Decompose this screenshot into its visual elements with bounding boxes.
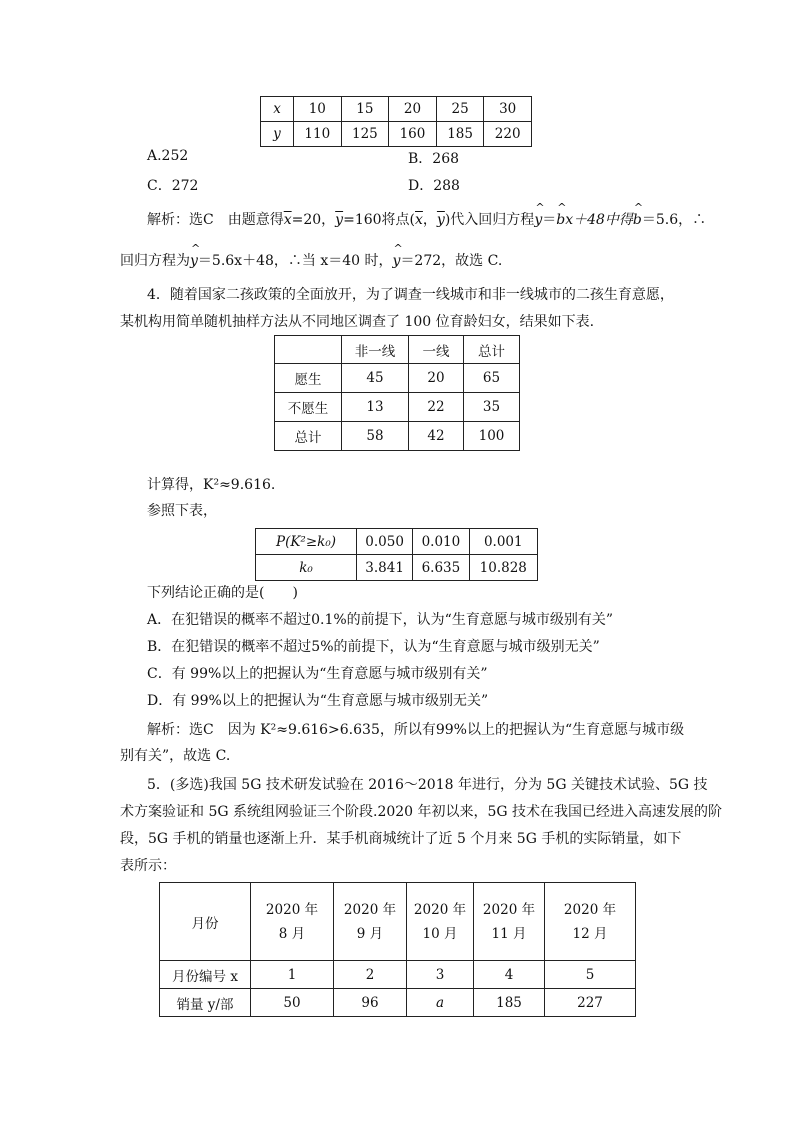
q4-ref-cell: 0.001 [469,529,537,555]
q4-cell: 100 [464,422,520,451]
q3-sol-text: ＝ [542,212,557,228]
q3-option-b: B．268 [408,151,460,167]
q5-sales-cell: 50 [251,989,334,1017]
q3-sol-yhat: y [190,253,198,269]
q3-option-d: D．288 [408,178,460,194]
hat-mark: ^ [557,201,567,214]
q3-sol-text: ＝5.6x＋48，∴当 x＝40 时， [197,253,393,269]
q5-month-year: 2020 年 [563,901,617,918]
q4-cell: 35 [464,393,520,422]
q5-month-month: 10 月 [422,925,458,942]
q4-header-cell [275,336,342,364]
q5-month-year: 2020 年 [265,901,319,918]
q5-sales-cell: 96 [334,989,407,1017]
q4-option-a: A．在犯错误的概率不超过0.1%的前提下，认为“生育意愿与城市级别有关” [147,612,613,628]
q4-calc: 计算得，K²≈9.616. [147,477,276,493]
q4-cell: 22 [409,393,464,422]
q4-ref-cell: 3.841 [357,555,413,581]
q3-sol-ybar: $\overline{y}$ [436,212,445,228]
q3-x-cell: 25 [436,97,484,122]
q3-sol-text: x＋48中得 [565,212,633,228]
q4-survey-table [274,335,520,451]
q5-month-cell [334,883,407,961]
q3-sol-xbar: $\overline{x}$ [283,212,292,228]
q5-month-label: 月份 [160,883,251,961]
q3-y-cell: 185 [436,122,484,147]
q5-month-cell [545,883,636,961]
q3-x-cell: 20 [389,97,437,122]
q4-option-d: D．有 99%以上的把握认为“生育意愿与城市级别无关” [147,693,489,709]
q3-x-cell: 15 [341,97,389,122]
q4-cell: 42 [409,422,464,451]
q3-option-a: A.252 [147,148,189,164]
q5-month-month: 9 月 [356,925,384,942]
q3-sol-yhat: y [534,212,543,228]
q5-stem-line3: 段，5G 手机的销量也逐渐上升．某手机商城统计了近 5 个月来 5G 手机的实际销量，如下 [120,831,682,847]
q4-cell: 45 [342,364,409,393]
q4-row-label: 总计 [275,422,342,451]
q3-sol-text: 回归方程为 [120,253,190,269]
q4-ref-row1-label: P(K²≥k₀) [256,529,357,555]
q5-stem-line4: 表所示： [120,858,176,874]
q5-stem-line2: 术方案验证和 5G 系统组网验证三个阶段.2020 年初以来，5G 技术在我国已经进入高速发展的阶 [120,804,723,820]
q5-sales-label: 销量 y/部 [160,989,251,1017]
q4-question: 下列结论正确的是( ) [147,585,298,601]
hat-mark: ^ [633,201,644,214]
q5-month-month: 8 月 [278,925,306,942]
q3-x-label: x [261,97,294,122]
q3-solution-line1 [147,201,707,229]
q3-xy-table [260,96,532,147]
q4-cell: 65 [464,364,520,393]
q4-cell: 20 [409,364,464,393]
hat-mark: ^ [393,242,403,255]
q3-sol-text: ， [422,212,437,228]
q5-month-cell [251,883,334,961]
q3-sol-text: ＝5.6，∴ [641,212,707,228]
q4-header-cell: 总计 [464,336,520,364]
q3-sol-ybar: $\overline{y}$ [335,212,344,228]
q5-month-cell [474,883,545,961]
q5-code-label [160,961,251,989]
q5-sales-table [159,882,636,1017]
hat-mark: ^ [535,201,545,214]
q4-ref: 参照下表， [147,503,217,519]
q3-y-label: y [261,122,294,147]
q4-ref-cell: 0.010 [413,529,469,555]
q5-month-cell [407,883,474,961]
q4-ref-row2-label: k₀ [256,555,357,581]
q3-y-cell: 220 [484,122,532,147]
q4-solution-line2: 别有关”，故选 C. [120,748,231,764]
q3-sol-xbar: $\overline{x}$ [415,212,423,228]
q4-row-label: 愿生 [275,364,342,393]
q4-option-b: B．在犯错误的概率不超过5%的前提下，认为“生育意愿与城市级别无关” [147,639,600,655]
q4-row-label: 不愿生 [275,393,342,422]
q3-sol-text: 解析：选C 由题意得 [147,212,284,228]
q5-month-month: 12 月 [572,925,608,942]
q4-ref-cell: 6.635 [413,555,469,581]
q3-option-c: C．272 [147,178,199,194]
q4-header-cell: 一线 [409,336,464,364]
q5-month-year: 2020 年 [343,901,397,918]
q4-option-c: C．有 99%以上的把握认为“生育意愿与城市级别有关” [147,666,488,682]
q3-sol-bhat: b [632,212,642,228]
q4-stem-line2: 某机构用简单随机抽样方法从不同地区调查了 100 位育龄妇女，结果如下表. [120,314,595,330]
q3-sol-text: =20， [291,212,336,228]
q5-month-year: 2020 年 [413,901,467,918]
q3-sol-bhat: b [556,212,566,228]
q3-sol-text: =160将点( [343,212,416,228]
q5-sales-cell: 185 [474,989,545,1017]
q4-solution-line1: 解析：选C 因为 K²≈9.616>6.635，所以有99%以上的把握认为“生育意愿与城市级 [147,722,685,738]
q4-critical-value-table [255,528,538,581]
q3-y-cell: 110 [294,122,342,147]
q5-code-cell: 1 [251,961,334,989]
q5-code-cell: 4 [474,961,545,989]
q4-ref-cell: 0.050 [357,529,413,555]
q3-y-cell: 160 [389,122,437,147]
q4-header-cell: 非一线 [342,336,409,364]
q5-code-cell: 2 [334,961,407,989]
q5-month-month: 11 月 [491,925,527,942]
q4-cell: 13 [342,393,409,422]
q4-cell: 58 [342,422,409,451]
q3-solution-line2 [120,242,503,270]
q3-x-cell: 10 [294,97,342,122]
q5-stem-line1: 5．(多选)我国 5G 技术研发试验在 2016～2018 年进行，分为 5G 关键技术试验、5G 技 [147,777,708,793]
q5-code-cell: 3 [407,961,474,989]
q3-sol-text: )代入回归方程 [444,212,535,228]
q5-sales-cell: 227 [545,989,636,1017]
q3-sol-text: ＝272，故选 C. [400,253,503,269]
q3-x-cell: 30 [484,97,532,122]
q4-ref-cell: 10.828 [469,555,537,581]
hat-mark: ^ [191,242,201,255]
q5-month-year: 2020 年 [482,901,536,918]
q5-code-label-text: 月份编号 x [172,968,238,985]
q4-stem-line1: 4．随着国家二孩政策的全面放开，为了调查一线城市和非一线城市的二孩生育意愿， [147,287,674,303]
q5-sales-cell: a [407,989,474,1017]
q3-y-cell: 125 [341,122,389,147]
q3-sol-yhat: y [392,253,401,269]
q5-code-cell: 5 [545,961,636,989]
